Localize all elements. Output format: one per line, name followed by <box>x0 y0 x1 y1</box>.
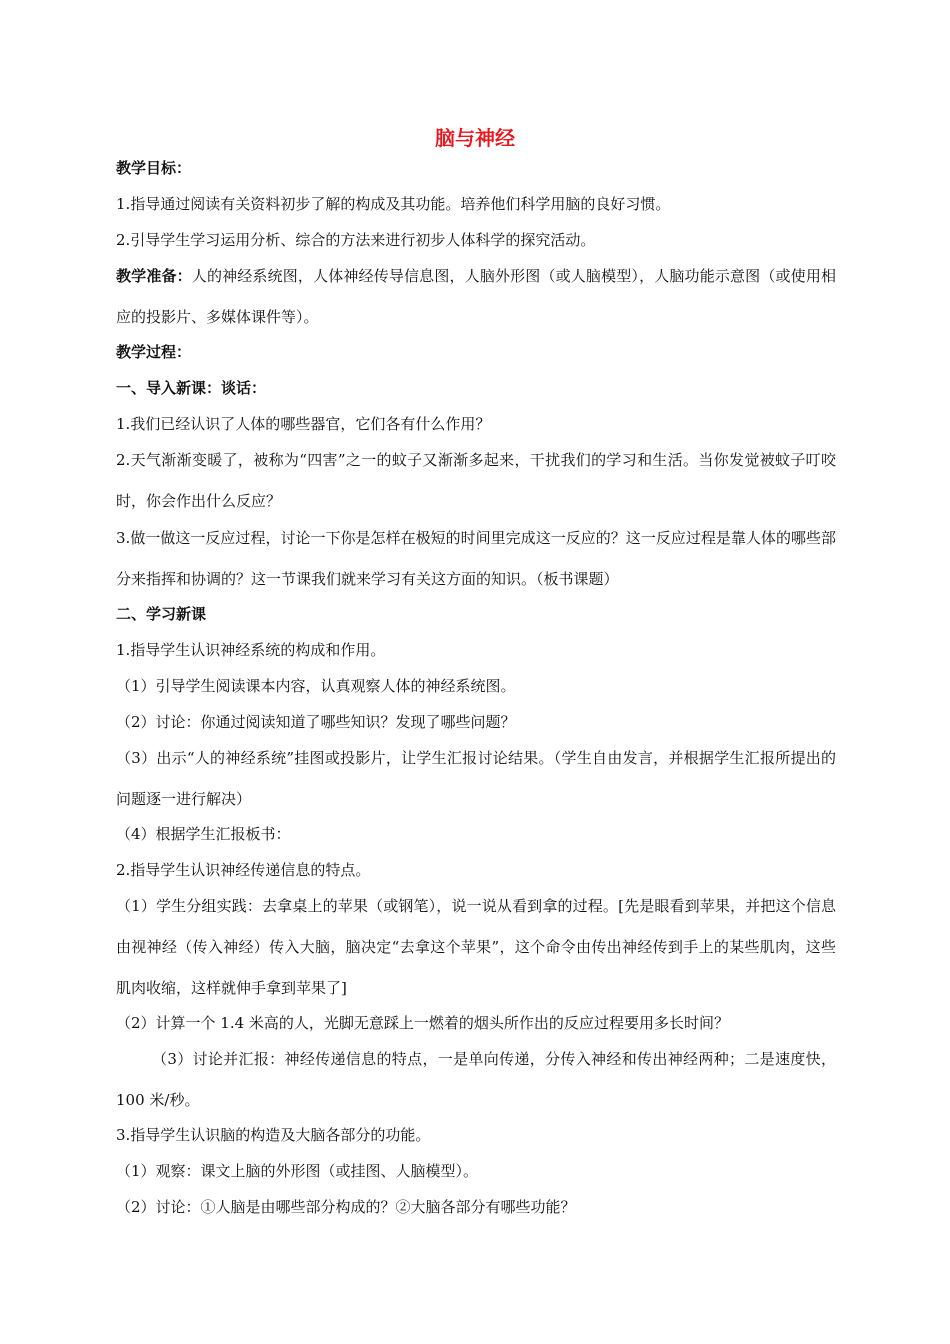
intro-item-2: 2.天气渐渐变暖了，被称为“四害”之一的蚊子又渐渐多起来，干扰我们的学习和生活。当你发觉被蚊子叮咬时，你会作出什么反应？ <box>116 451 836 510</box>
goal-item-2: 2.引导学生学习运用分析、综合的方法来进行初步人体科学的探究活动。 <box>116 231 596 249</box>
document-body <box>116 150 836 1225</box>
preparation-paragraph <box>116 256 836 338</box>
section-2-heading: 二、学习新课 <box>116 605 207 623</box>
process-heading: 教学过程： <box>116 343 192 361</box>
step-3: 3.指导学生认识脑的构造及大脑各部分的功能。 <box>116 1126 431 1144</box>
step-3-1: （1）观察：课文上脑的外形图（或挂图、人脑模型）。 <box>116 1162 479 1180</box>
goal-item-1: 1.指导通过阅读有关资料初步了解的构成及其功能。培养他们科学用脑的良好习惯。 <box>116 195 671 213</box>
goals-heading: 教学目标： <box>116 159 192 177</box>
step-2-1: （1）学生分组实践：去拿桌上的苹果（或钢笔），说一说从看到拿的过程。[先是眼看到苹果，并把这个信息由视神经（传入神经）传入大脑，脑决定“去拿这个苹果”，这个命令由传出神经传到手上的某些肌肉，这些肌肉收缩，这样就伸手拿到苹果了] <box>116 897 836 997</box>
step-1: 1.指导学生认识神经系统的构成和作用。 <box>116 641 386 659</box>
document-title: 脑与神经 <box>435 126 515 150</box>
step-1-4: （4）根据学生汇报板书： <box>116 825 291 843</box>
step-2: 2.指导学生认识神经传递信息的特点。 <box>116 861 371 879</box>
step-3-2: （2）讨论：①人脑是由哪些部分构成的？②大脑各部分有哪些功能？ <box>116 1198 576 1216</box>
intro-item-3: 3.做一做这一反应过程，讨论一下你是怎样在极短的时间里完成这一反应的？这一反应过程是靠人体的哪些部分来指挥和协调的？这一节课我们就来学习有关这方面的知识。（板书课题） <box>116 529 836 588</box>
step-2-2: （2）计算一个 1.4 米高的人，光脚无意踩上一燃着的烟头所作出的反应过程要用多长时间？ <box>116 1014 729 1032</box>
step-1-2: （2）讨论：你通过阅读知道了哪些知识？发现了哪些问题？ <box>116 713 516 731</box>
step-1-1: （1）引导学生阅读课本内容，认真观察人体的神经系统图。 <box>116 677 516 695</box>
preparation-label: 教学准备： <box>116 267 192 285</box>
step-1-3: （3）出示“人的神经系统”挂图或投影片，让学生汇报讨论结果。（学生自由发言，并根据学生汇报所提出的问题逐一进行解决） <box>116 749 836 808</box>
step-2-3: （3）讨论并汇报：神经传递信息的特点，一是单向传递，分传入神经和传出神经两种；二是速度快，100 米/秒。 <box>116 1050 836 1109</box>
intro-item-1: 1.我们已经认识了人体的哪些器官，它们各有什么作用？ <box>116 415 491 433</box>
preparation-text: 人的神经系统图，人体神经传导信息图，人脑外形图（或人脑模型），人脑功能示意图（或使用相应的投影片、多媒体课件等）。 <box>116 267 836 326</box>
section-1-heading: 一、导入新课：谈话： <box>116 379 267 397</box>
